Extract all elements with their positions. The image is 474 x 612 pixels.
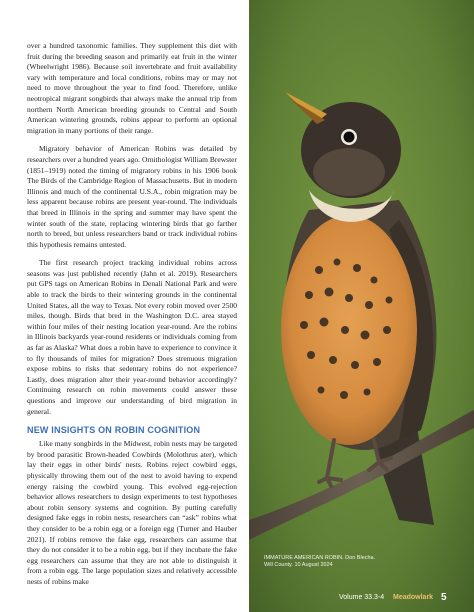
paragraph-3: The first research project tracking individual robins across seasons was just published recently (Jahn et al. 2019). Researchers put GPS tags on American Robins in Denali National Park and were able to track the birds to their wintering grounds in the continental United States, all the way to Texas. Not every robin moved over 2500 miles, though. Birds that bred in the Washington D.C. area stayed within four miles of their nesting location year-round. Are the robins in Illinois backyards year-round residents or individuals coming from as far as Alaska? What does a robin have to experience to convince it to fly thousands of miles for migration? Does strenuous migration expose robins to risks that sedentary robins do not experience? Lastly, does migration alter their year-round behavior accordingly? Continuing research on robin movements could answer these questions and improve our understanding of bird migration in general. bbox=[27, 258, 237, 416]
volume-label: Volume 33.3-4 bbox=[339, 594, 385, 601]
paragraph-4: Like many songbirds in the Midwest, robin nests may be targeted by brood parasitic Brown-headed Cowbirds (Molothrus ater), which lay their eggs in other birds' nests. Robins reject cowbird eggs, physically throwing them out of the nest to avoid having to expend energy raising the cowbird young. This evolved egg-rejection behavior allows researchers to design experiments to test hypotheses about robin sensory systems and cognition. By putting carefully designed fake eggs in robin nests, researchers can “ask” robins what they consider to be a robin egg or a foreign egg (Turner and Hauber 2021). If robins remove the fake egg, researchers can assume that they do not consider it to be a robin egg, but if they incubate the fake egg researchers can assume that they are not able to distinguish it from a robin egg. The large population sizes and relatively accessible nests of robins make bbox=[27, 439, 237, 586]
page-number: 5 bbox=[441, 592, 447, 603]
photo-caption bbox=[264, 555, 464, 569]
section-heading: NEW INSIGHTS ON ROBIN COGNITION bbox=[27, 425, 201, 436]
paragraph-1: over a hundred taxonomic families. They supplement this diet with fruit during the breeding season and primarily eat fruit in the winter (Wheelwright 1986). Because soil invertebrate and fruit availability vary with temperature and local conditions, robins may or may not need to move throughout the year to find food. Therefore, unlike neotropical migrant songbirds that always make the annual trip from northern North American breeding grounds to Central and South American wintering grounds, robins appear to perform an optional migration in many portions of their range. bbox=[27, 41, 237, 135]
caption-location-date: Will County. 10 August 2024 bbox=[264, 562, 333, 568]
paragraph-2: Migratory behavior of American Robins was detailed by researchers over a hundred years ago. Ornithologist William Brewster (1851–1919) noted the timing of migratory robins in his 1906 book The Birds of the Cambridge Region of Massachusetts. But in modern Illinois and much of the continental U.S.A., robin migration may be less apparent because robins are present year-round. The individuals that breed in Illinois in the spring and summer may have spent the winter south of the state, replacing wintering birds that go farther north to breed, but unless researchers band or track individual robins this hypothesis remains untested. bbox=[27, 144, 237, 249]
article-text-column bbox=[27, 41, 237, 596]
robin-photo bbox=[249, 0, 474, 612]
magazine-name: Meadowlark bbox=[393, 594, 434, 601]
caption-title: IMMATURE AMERICAN ROBIN. Don Blecha. bbox=[264, 555, 376, 561]
page-footer bbox=[339, 592, 469, 606]
